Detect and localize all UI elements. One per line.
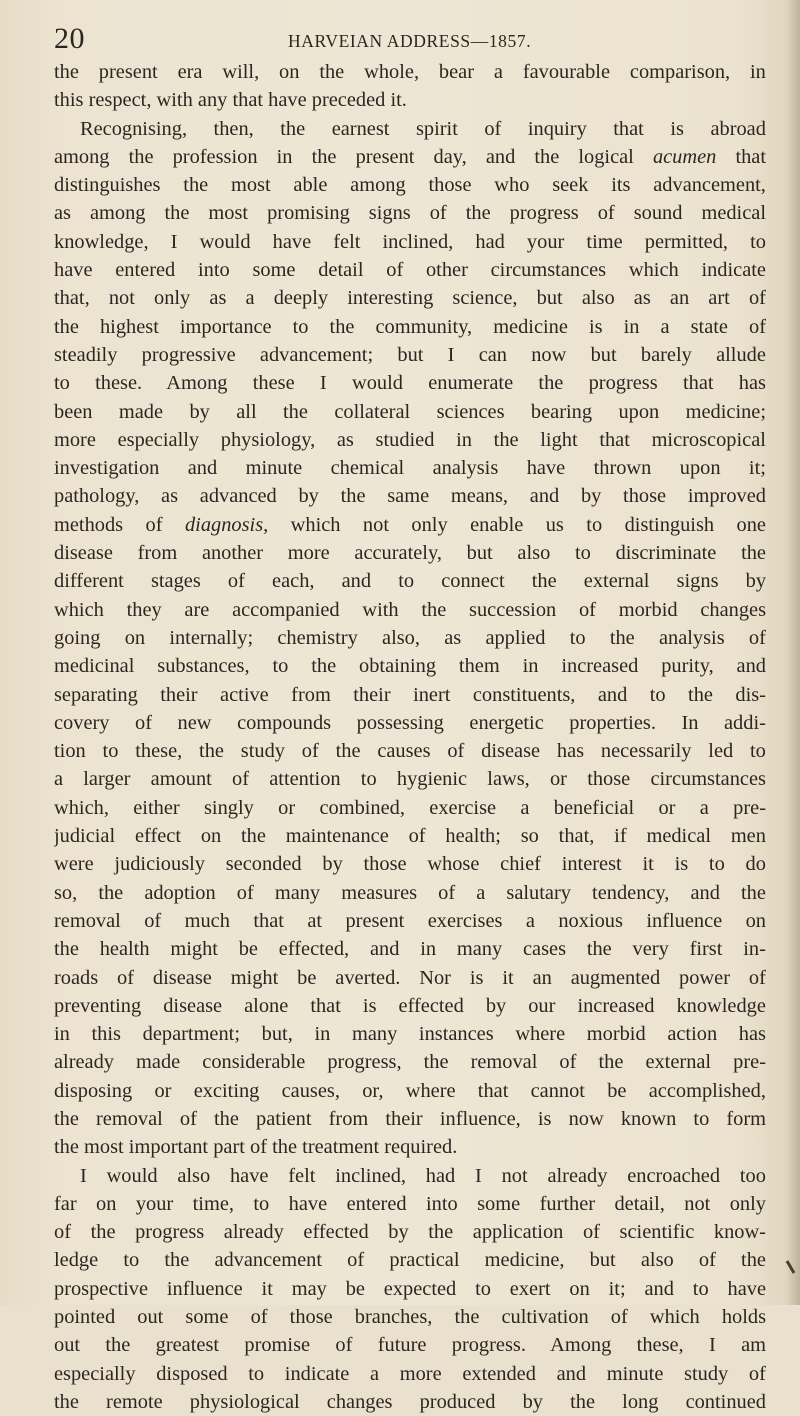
page-edge-shadow	[786, 0, 800, 1305]
page-number: 20	[54, 22, 85, 55]
text-line: ledge to the advancement of practical medicine, but also of the	[54, 1249, 766, 1272]
text-line: judicial effect on the maintenance of health; so that, if medical men	[54, 825, 766, 848]
body-text	[54, 58, 766, 1416]
text-line: different stages of each, and to connect the external signs by	[54, 570, 766, 593]
text-line: the removal of the patient from their influence, is now known to form	[54, 1107, 766, 1130]
text-line: Recognising, then, the earnest spirit of inquiry that is abroad	[80, 117, 766, 140]
text-line: preventing disease alone that is effected by our increased knowledge	[54, 994, 766, 1017]
text-line: going on internally; chemistry also, as applied to the analysis of	[54, 626, 766, 649]
text-line: separating their active from their inert constituents, and to the dis-	[54, 683, 766, 706]
text-line: a larger amount of attention to hygienic laws, or those circumstances	[54, 768, 766, 791]
text-line: steadily progressive advancement; but I can now but barely allude	[54, 343, 766, 366]
text-line: pointed out some of those branches, the cultivation of which holds	[54, 1306, 766, 1329]
text-line: in this department; but, in many instances where morbid action has	[54, 1023, 766, 1046]
text-line: tion to these, the study of the causes of disease has necessarily led to	[54, 740, 766, 763]
text-line: far on your time, to have entered into some further detail, not only	[54, 1192, 766, 1215]
text-line: the remote physiological changes produced by the long continued	[54, 1390, 766, 1413]
text-line: medicinal substances, to the obtaining them in increased purity, and	[54, 655, 766, 678]
text-line: the highest importance to the community, medicine is in a state of	[54, 315, 766, 338]
running-head: HARVEIAN ADDRESS—1857.	[288, 31, 532, 51]
text-line: covery of new compounds possessing energetic properties. In addi-	[54, 711, 766, 734]
text-line: have entered into some detail of other circumstances which indicate	[54, 259, 766, 282]
text-line: prospective influence it may be expected to exert on it; and to have	[54, 1277, 766, 1300]
text-line: which they are accompanied with the succession of morbid changes	[54, 598, 766, 621]
page-header	[54, 22, 754, 56]
text-line: investigation and minute chemical analysis have thrown upon it;	[54, 457, 766, 480]
text-line: this respect, with any that have preceded it.	[54, 89, 407, 112]
text-line: out the greatest promise of future progress. Among these, I am	[54, 1334, 766, 1357]
text-line: especially disposed to indicate a more extended and minute study of	[54, 1362, 766, 1385]
text-line: more especially physiology, as studied in the light that microscopical	[54, 428, 766, 451]
text-line: been made by all the collateral sciences bearing upon medicine;	[54, 400, 766, 423]
text-line: methods of diagnosis, which not only enable us to distinguish one	[54, 513, 766, 536]
text-line: distinguishes the most able among those who seek its advancement,	[54, 174, 766, 197]
text-line: removal of much that at present exercises a noxious influence on	[54, 909, 766, 932]
text-line: the health might be effected, and in many cases the very first in-	[54, 938, 766, 961]
text-line: pathology, as advanced by the same means, and by those improved	[54, 485, 766, 508]
text-line: as among the most promising signs of the progress of sound medical	[54, 202, 766, 225]
text-line: disposing or exciting causes, or, where that cannot be accomplished,	[54, 1079, 766, 1102]
text-line: roads of disease might be averted. Nor is it an augmented power of	[54, 966, 766, 989]
text-line: the present era will, on the whole, bear a favourable comparison, in	[54, 61, 766, 83]
text-line: the most important part of the treatment required.	[54, 1136, 458, 1159]
text-line: of the progress already effected by the application of scientific know-	[54, 1221, 766, 1244]
text-line: already made considerable progress, the removal of the external pre-	[54, 1051, 766, 1074]
text-line: that, not only as a deeply interesting science, but also as an art of	[54, 287, 766, 310]
text-line: were judiciously seconded by those whose chief interest it is to do	[54, 853, 766, 876]
text-line: knowledge, I would have felt inclined, had your time permitted, to	[54, 230, 766, 253]
text-line: disease from another more accurately, but also to discriminate the	[54, 542, 766, 565]
text-line: among the profession in the present day, and the logical acumen that	[54, 145, 766, 168]
text-line: which, either singly or combined, exercise a beneficial or a pre-	[54, 796, 766, 819]
text-line: so, the adoption of many measures of a salutary tendency, and the	[54, 881, 766, 904]
text-line: I would also have felt inclined, had I not already encroached too	[80, 1164, 766, 1187]
text-line: to these. Among these I would enumerate the progress that has	[54, 372, 766, 395]
